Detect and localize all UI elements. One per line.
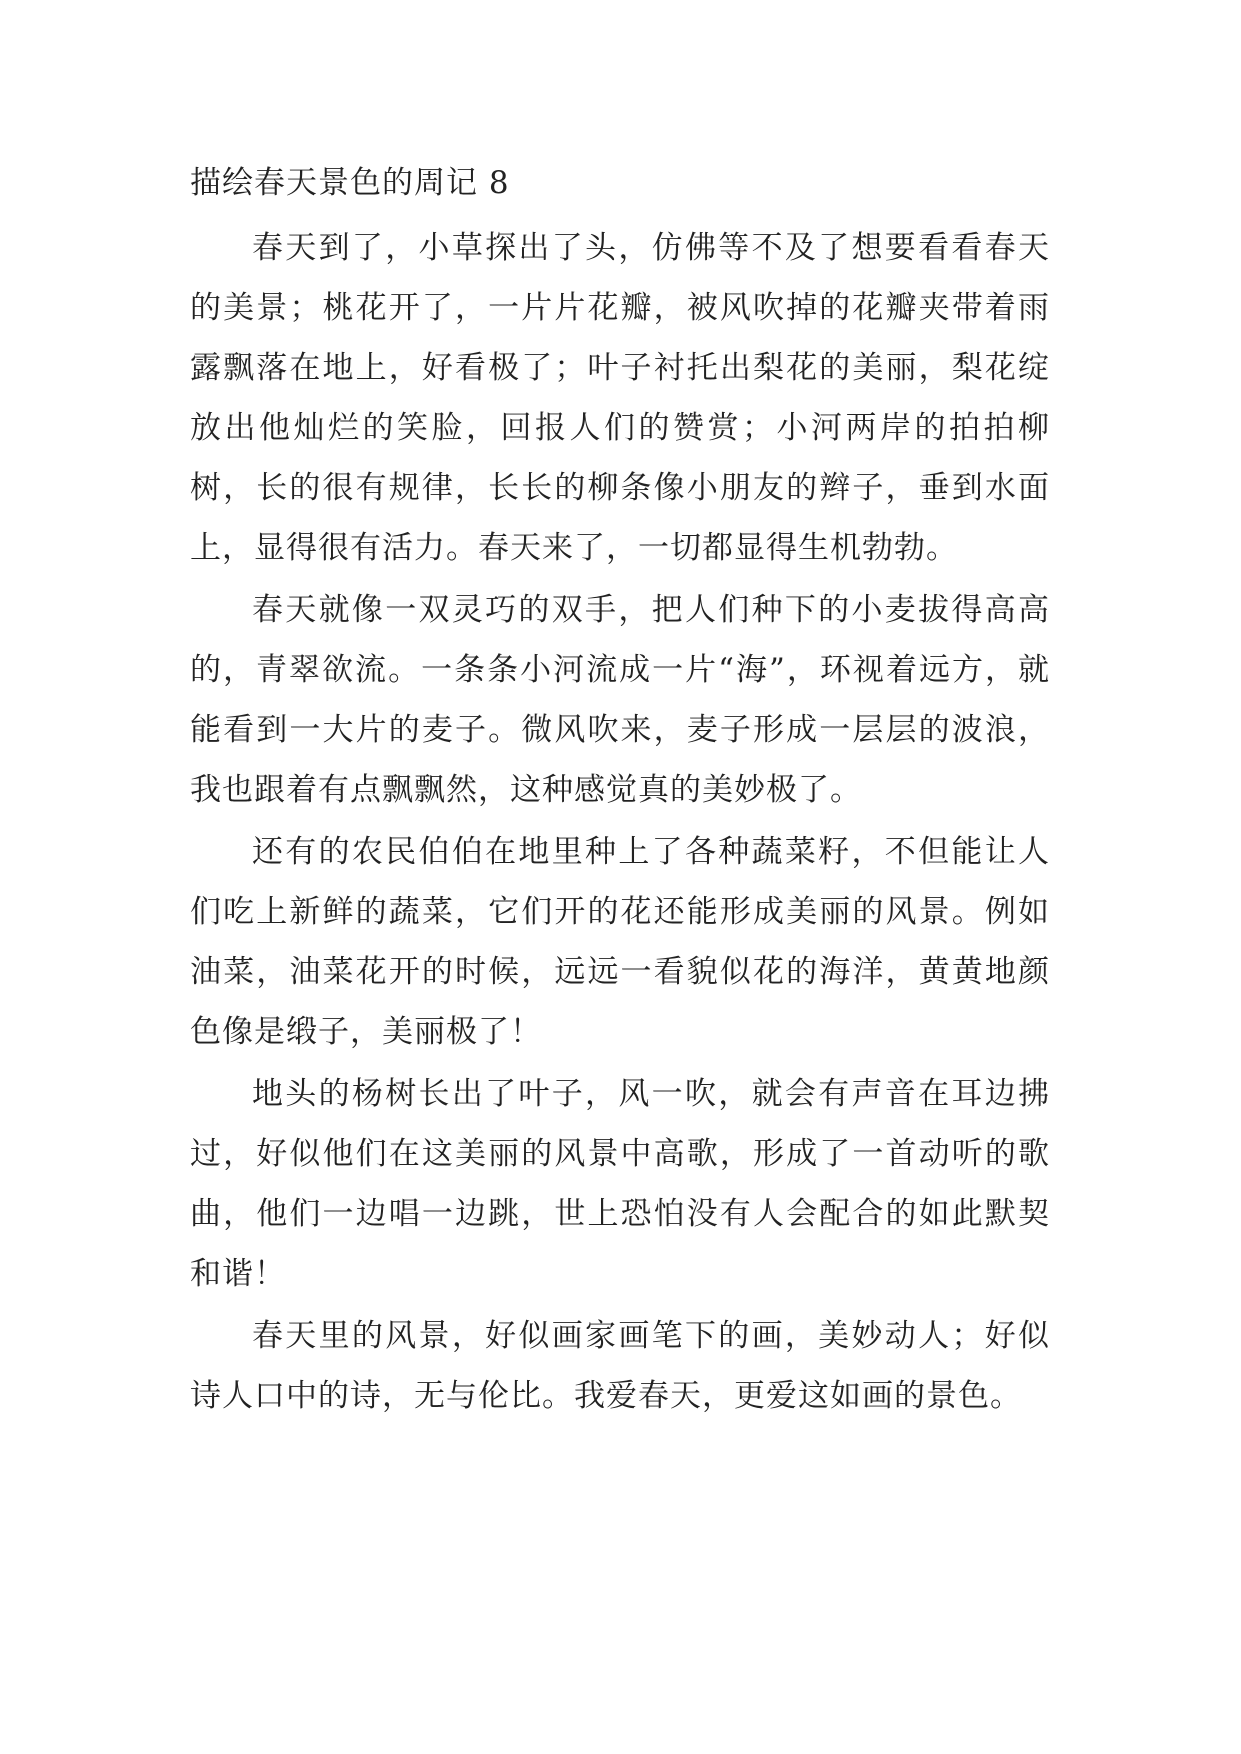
paragraph-5: 春天里的风景，好似画家画笔下的画，美妙动人；好似诗人口中的诗，无与伦比。我爱春天，更爱这如画的景色。: [190, 1318, 1050, 1414]
paragraph-3: 还有的农民伯伯在地里种上了各种蔬菜籽，不但能让人们吃上新鲜的蔬菜，它们开的花还能形成美丽的风景。例如油菜，油菜花开的时候，远远一看貌似花的海洋，黄黄地颜色像是缎子，美丽极了！: [190, 834, 1050, 1050]
document-title: 描绘春天景色的周记 8: [190, 165, 510, 201]
paragraph-1: 春天到了，小草探出了头，仿佛等不及了想要看看春天的美景；桃花开了，一片片花瓣，被风吹掉的花瓣夹带着雨露飘落在地上，好看极了；叶子衬托出梨花的美丽，梨花绽放出他灿烂的笑脸，回报人们的赞赏；小河两岸的拍拍柳树，长的很有规律，长长的柳条像小朋友的辫子，垂到水面上，显得很有活力。春天来了，一切都显得生机勃勃。: [190, 230, 1050, 566]
paragraph-4: 地头的杨树长出了叶子，风一吹，就会有声音在耳边拂过，好似他们在这美丽的风景中高歌，形成了一首动听的歌曲，他们一边唱一边跳，世上恐怕没有人会配合的如此默契和谐！: [190, 1076, 1050, 1292]
document-body: [190, 158, 1050, 1428]
paragraph-2: 春天就像一双灵巧的双手，把人们种下的小麦拔得高高的，青翠欲流。一条条小河流成一片“海”，环视着远方，就能看到一大片的麦子。微风吹来，麦子形成一层层的波浪，我也跟着有点飘飘然，这种感觉真的美妙极了。: [190, 592, 1050, 808]
